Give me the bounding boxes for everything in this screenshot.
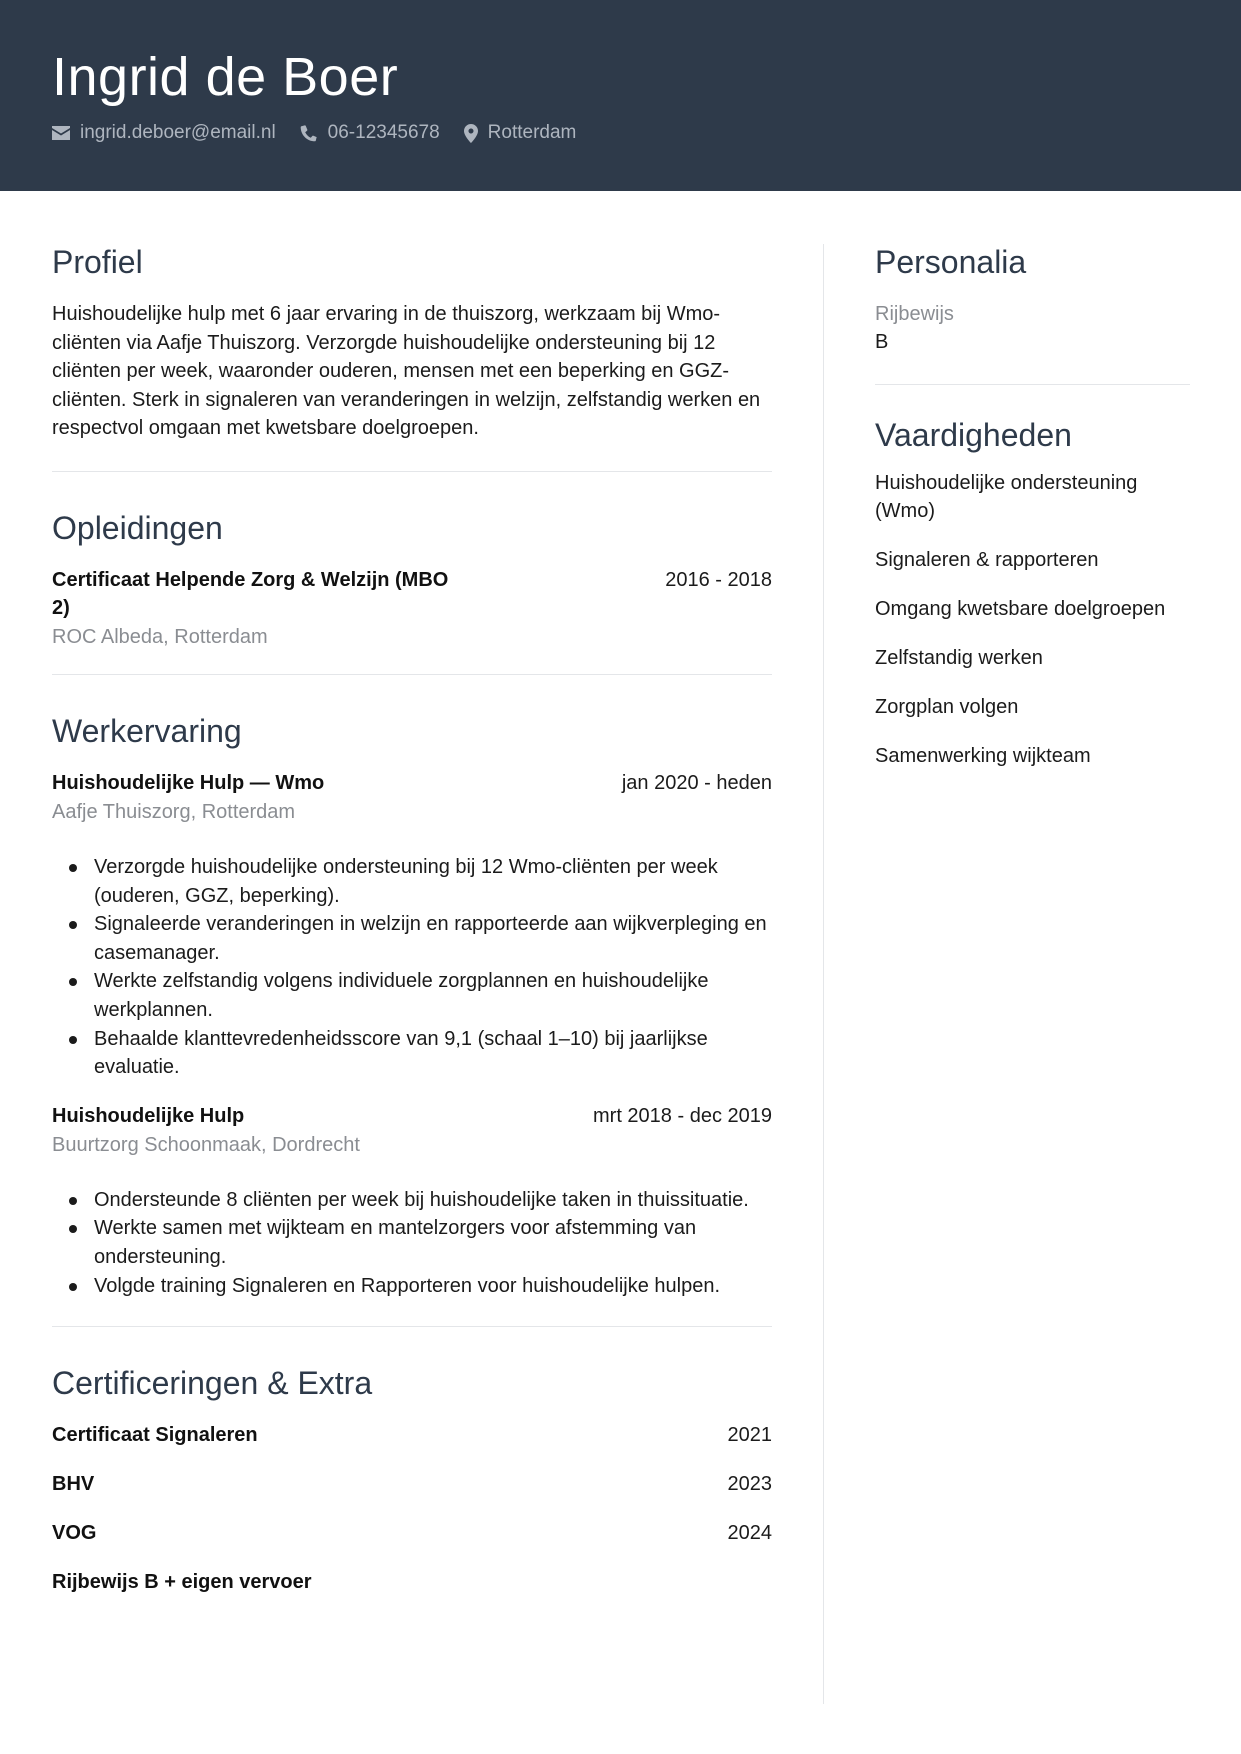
experience-entry <box>52 1102 772 1300</box>
contact-email[interactable] <box>52 122 276 144</box>
phone-icon <box>300 124 318 142</box>
contact-phone[interactable] <box>300 122 440 144</box>
cert-year: 2021 <box>727 1424 772 1447</box>
cert-row <box>52 1470 772 1498</box>
map-pin-icon <box>464 124 478 143</box>
list-item: Ondersteunde 8 cliënten per week bij huishoudelijke taken in thuissituatie. <box>52 1186 772 1215</box>
education-institution: ROC Albeda, Rotterdam <box>52 625 268 648</box>
profile-section <box>52 242 772 443</box>
skill-item: Zorgplan volgen <box>875 696 1019 718</box>
contact-bar <box>52 122 600 144</box>
education-section <box>52 508 772 652</box>
certifications-section <box>52 1363 772 1596</box>
education-date: 2016 - 2018 <box>665 568 772 591</box>
section-divider <box>52 471 772 472</box>
contact-location <box>464 122 577 144</box>
job-bullets <box>52 1186 772 1300</box>
list-item: Verzorgde huishoudelijke ondersteuning bij 12 Wmo-cliënten per week (ouderen, GGZ, beperking). <box>52 853 772 910</box>
license-label: Rijbewijs <box>875 303 954 325</box>
header-banner <box>0 0 1241 191</box>
personal-title: Personalia <box>875 244 1027 280</box>
candidate-name: Ingrid de Boer <box>52 47 399 107</box>
license-value: B <box>875 331 889 353</box>
profile-text: Huishoudelijke hulp met 6 jaar ervaring in de thuiszorg, werkzaam bij Wmo-cliënten via Aafje Thuiszorg. Verzorgde huishoudelijke ondersteuning bij 12 cliënten per week, waaronder ouderen, mensen met een beperking en GGZ-cliënten. Sterk in signaleren van veranderingen in welzijn, zelfstandig werken en respectvol omgaan met kwetsbare doelgroepen. <box>52 303 761 440</box>
cert-name: VOG <box>52 1522 97 1545</box>
list-item: Werkte samen met wijkteam en mantelzorgers voor afstemming van ondersteuning. <box>52 1214 772 1271</box>
cert-year: 2023 <box>727 1473 772 1496</box>
envelope-icon <box>52 126 70 140</box>
cert-name: Certificaat Signaleren <box>52 1424 258 1447</box>
list-item: Behaalde klanttevredenheidsscore van 9,1 (schaal 1–10) bij jaarlijkse evaluatie. <box>52 1025 772 1082</box>
cert-row <box>52 1421 772 1449</box>
skill-item: Samenwerking wijkteam <box>875 745 1091 767</box>
experience-section <box>52 711 772 1300</box>
section-divider <box>52 674 772 675</box>
contact-phone-text: 06-12345678 <box>327 122 440 143</box>
job-company: Buurtzorg Schoonmaak, Dordrecht <box>52 1133 360 1156</box>
job-bullets <box>52 853 772 1082</box>
skill-item: Signaleren & rapporteren <box>875 549 1099 571</box>
education-entry <box>52 566 772 652</box>
section-divider <box>875 384 1190 385</box>
personal-section <box>875 242 1190 356</box>
job-company: Aafje Thuiszorg, Rotterdam <box>52 800 296 823</box>
cert-row <box>52 1568 772 1596</box>
cert-name: BHV <box>52 1473 95 1496</box>
profile-title: Profiel <box>52 244 143 280</box>
contact-email-text: ingrid.deboer@email.nl <box>80 122 276 143</box>
education-title: Opleidingen <box>52 509 223 546</box>
main-column <box>52 242 772 1617</box>
skills-section <box>875 415 1190 770</box>
job-date: mrt 2018 - dec 2019 <box>593 1104 772 1127</box>
experience-entry <box>52 769 772 1082</box>
cert-name: Rijbewijs B + eigen vervoer <box>52 1571 312 1594</box>
experience-title: Werkervaring <box>52 712 242 749</box>
skill-item: Zelfstandig werken <box>875 647 1043 669</box>
side-column <box>875 242 1190 791</box>
list-item: Werkte zelfstandig volgens individuele zorgplannen en huishoudelijke werkplannen. <box>52 967 772 1024</box>
education-degree: Certificaat Helpende Zorg & Welzijn (MBO 2) <box>52 568 449 619</box>
skill-item: Huishoudelijke ondersteuning (Wmo) <box>875 472 1138 522</box>
list-item: Volgde training Signaleren en Rapporteren voor huishoudelijke hulpen. <box>52 1272 772 1301</box>
contact-location-text: Rotterdam <box>487 122 577 143</box>
skills-title: Vaardigheden <box>875 417 1072 453</box>
job-title: Huishoudelijke Hulp <box>52 1104 245 1127</box>
cert-row <box>52 1519 772 1547</box>
job-date: jan 2020 - heden <box>621 771 772 794</box>
column-divider <box>823 244 824 1704</box>
job-title: Huishoudelijke Hulp — Wmo <box>52 771 325 794</box>
list-item: Signaleerde veranderingen in welzijn en rapporteerde aan wijkverpleging en casemanager. <box>52 910 772 967</box>
cert-year: 2024 <box>727 1522 772 1545</box>
certifications-title: Certificeringen & Extra <box>52 1365 373 1402</box>
skill-item: Omgang kwetsbare doelgroepen <box>875 598 1166 620</box>
section-divider <box>52 1326 772 1327</box>
